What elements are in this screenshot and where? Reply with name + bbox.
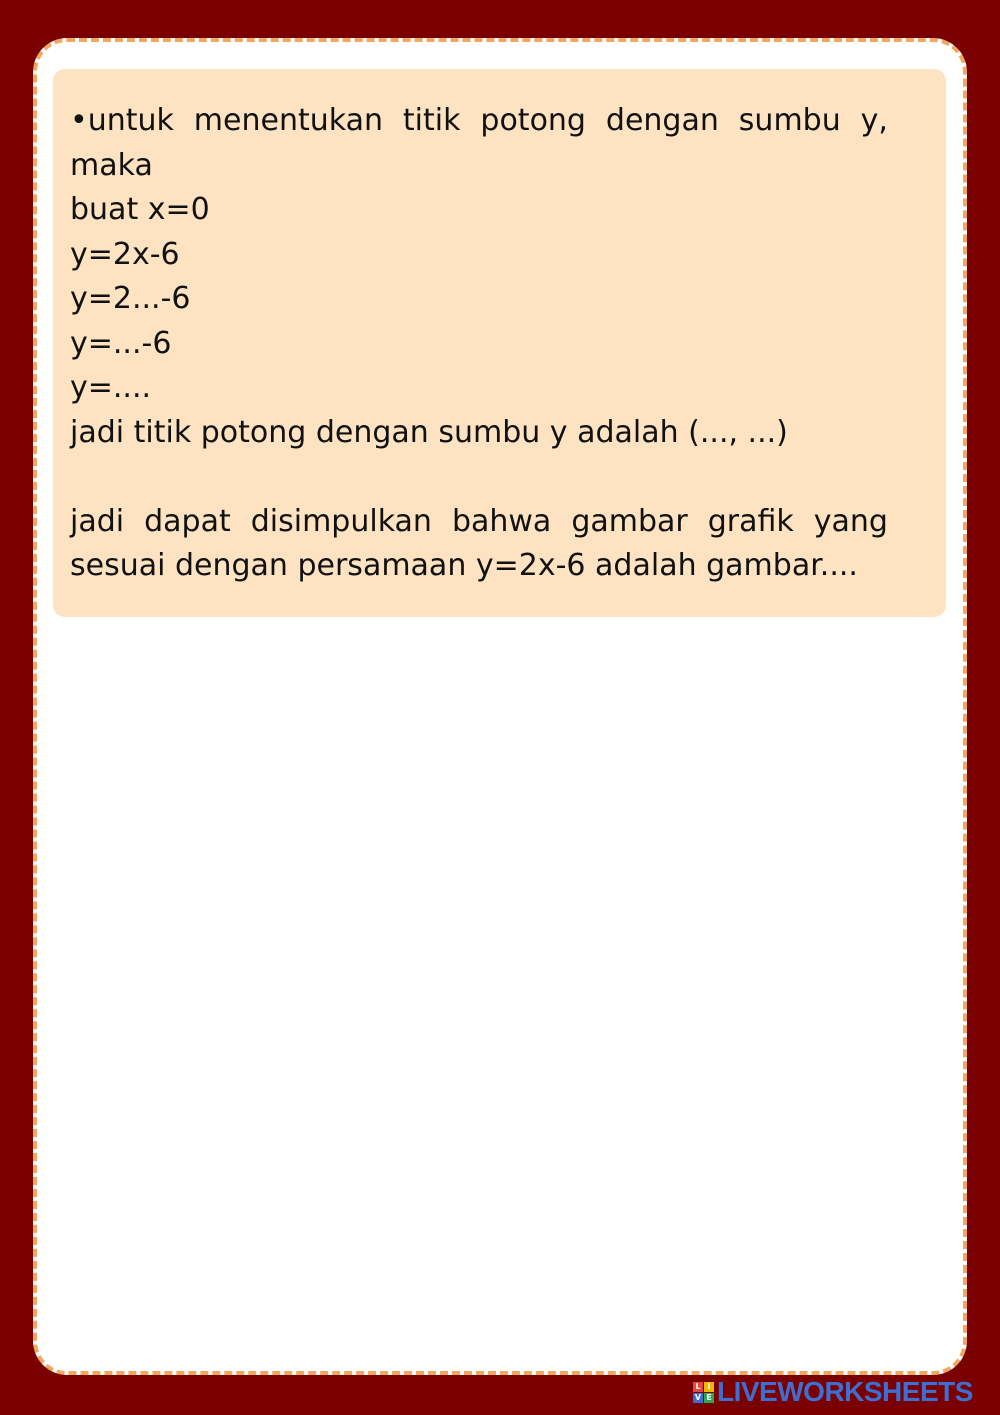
word: potong <box>480 103 586 138</box>
step-substitute: y=2...-6 <box>70 281 191 316</box>
step-simplify: y=...-6 <box>70 325 172 361</box>
logo-letter: V <box>694 1392 702 1402</box>
liveworksheets-logo[interactable] <box>693 1377 973 1407</box>
word: sumbu <box>738 103 841 138</box>
intercept-statement: jadi titik potong dengan sumbu y adalah (..., ...) <box>70 414 788 450</box>
word: grafik <box>707 503 794 539</box>
conclusion-line-1 <box>70 500 888 545</box>
step-set-x-zero: buat x=0 <box>70 192 210 227</box>
logo-letter: E <box>704 1393 714 1403</box>
liveworksheets-logo-text: LIVEWORKSHEETS <box>717 1376 973 1407</box>
liveworksheets-logo-icon <box>693 1382 714 1403</box>
word: dapat <box>144 503 231 539</box>
step-result: y=.... <box>70 370 152 405</box>
word: disimpulkan <box>250 503 432 539</box>
word: y, <box>860 103 888 138</box>
step-equation: y=2x-6 <box>70 236 180 272</box>
word: •untuk <box>70 103 174 138</box>
word: gambar <box>571 503 688 539</box>
conclusion-line-2: sesuai dengan persamaan y=2x-6 adalah gambar.... <box>70 548 858 583</box>
word: menentukan <box>193 103 383 138</box>
word: bahwa <box>451 503 552 539</box>
logo-letter: I <box>704 1382 714 1392</box>
content-box <box>53 69 946 617</box>
blank-line <box>70 455 888 500</box>
word: jadi <box>70 503 125 539</box>
instruction-line-2: maka <box>70 147 153 183</box>
instruction-line-1 <box>70 99 888 144</box>
word: titik <box>402 103 461 138</box>
word: yang <box>813 503 888 539</box>
logo-letter: L <box>693 1382 703 1392</box>
word: dengan <box>605 103 719 138</box>
